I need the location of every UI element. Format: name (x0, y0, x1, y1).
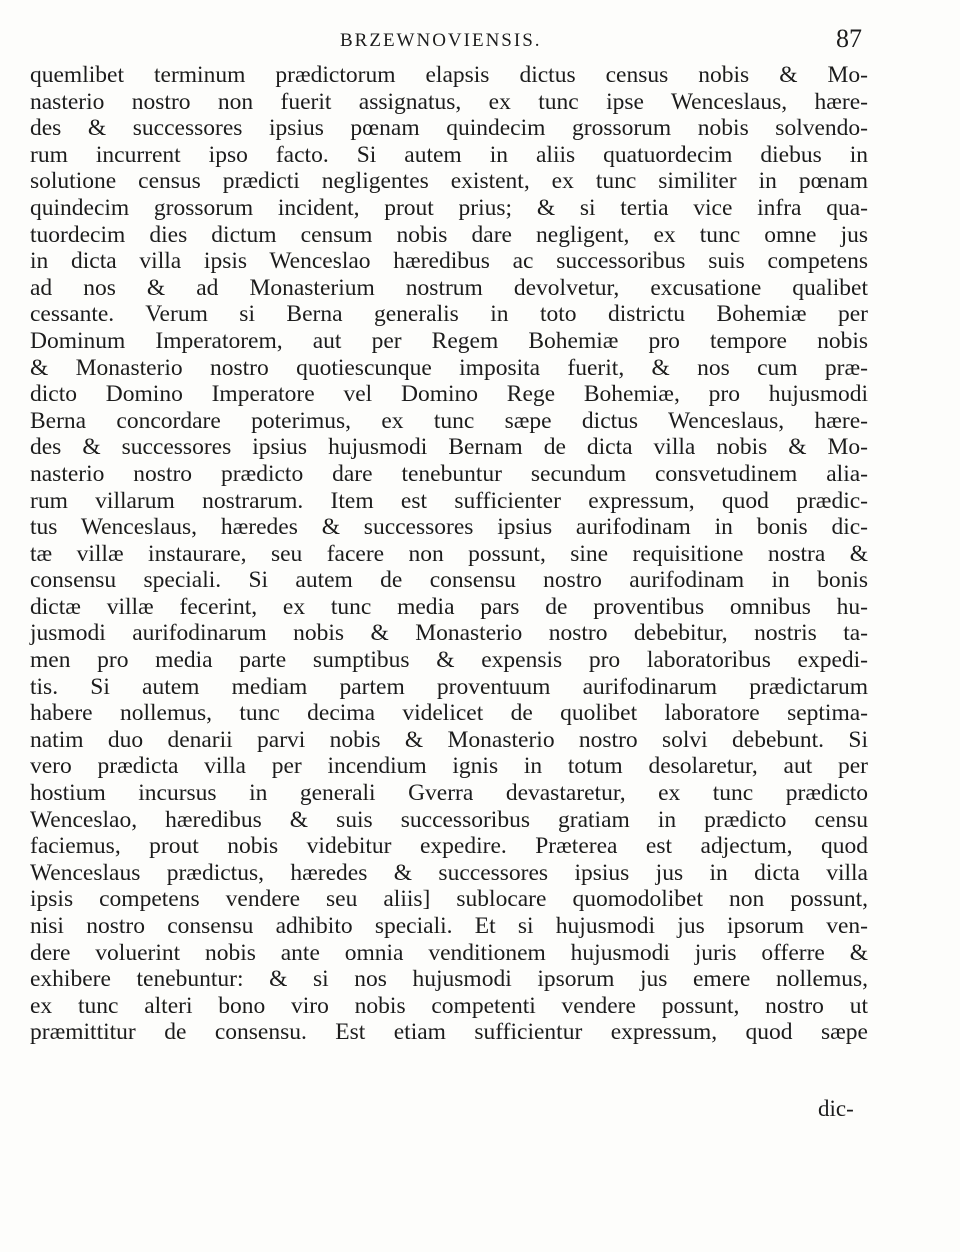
text-line: tæ villæ instaurare, seu facere non possunt, sine requisitione nostra & (30, 540, 868, 567)
text-line: Berna concordare poterimus, ex tunc sæpe dictus Wenceslaus, hære- (30, 407, 868, 434)
text-line: tus Wenceslaus, hæredes & successores ipsius aurifodinam in bonis dic- (30, 514, 868, 541)
text-line: in dicta villa ipsis Wenceslao hæredibus ac successoribus suis competens (30, 248, 868, 275)
text-line: habere nollemus, tunc decima videlicet de quolibet laboratore septima- (30, 700, 868, 727)
catchword: dic- (818, 1096, 854, 1121)
text-line: quindecim grossorum incident, prout prius; & si tertia vice infra qua- (30, 194, 868, 221)
text-line: men pro media parte sumptibus & expensis pro laboratoribus expedi- (30, 647, 868, 674)
text-line: des & successores ipsius pœnam quindecim grossorum nobis solvendo- (30, 115, 868, 142)
text-line: dere voluerint nobis ante omnia venditionem hujusmodi juris offerre & (30, 939, 868, 966)
text-line: tuordecim dies dictum censum nobis dare negligent, ex tunc omne jus (30, 221, 868, 248)
text-line: Wenceslao, hæredibus & suis successoribus gratiam in prædicto censu (30, 806, 868, 833)
text-line: nisi nostro consensu adhibito speciali. Et si hujusmodi jus ipsorum ven- (30, 913, 868, 939)
text-line: nasterio nostro non fuerit assignatus, ex tunc ipse Wenceslaus, hære- (30, 88, 868, 115)
text-line: jusmodi aurifodinarum nobis & Monasterio nostro debebitur, nostris ta- (30, 620, 868, 647)
text-line: nasterio nostro prædicto dare tenebuntur secundum consvetudinem alia- (30, 460, 868, 487)
text-line: ad nos & ad Monasterium nostrum devolvetur, excusatione qualibet (30, 274, 868, 301)
text-line: consensu speciali. Si autem de consensu nostro aurifodinam in bonis (30, 567, 868, 594)
text-line: rum incurrent ipso facto. Si autem in aliis quatuordecim diebus in (30, 141, 868, 168)
text-line: rum villarum nostrarum. Item est sufficienter expressum, quod prædic- (30, 487, 868, 514)
text-line: cessante. Verum si Berna generalis in toto districtu Bohemiæ per (30, 301, 868, 328)
text-line: tis. Si autem mediam partem proventuum aurifodinarum prædictarum (30, 673, 868, 700)
body-text (30, 62, 868, 1046)
running-head: BRZEWNOVIENSIS. (340, 30, 542, 51)
text-line: solutione census prædicti negligentes existent, ex tunc similiter in pœnam (30, 168, 868, 195)
text-line: natim duo denarii parvi nobis & Monasterio nostro solvi debebunt. Si (30, 726, 868, 753)
text-line: hostium incursus in generali Gverra devastaretur, ex tunc prædicto (30, 780, 868, 807)
text-line: Dominum Imperatorem, aut per Regem Bohemiæ pro tempore nobis (30, 327, 868, 354)
text-line: & Monasterio nostro quotiescunque imposita fuerit, & nos cum præ- (30, 354, 868, 381)
text-line: des & successores ipsius hujusmodi Bernam de dicta villa nobis & Mo- (30, 434, 868, 461)
text-line: ex tunc alteri bono viro nobis competenti vendere possunt, nostro ut (30, 992, 868, 1019)
text-line: ipsis competens vendere seu aliis] sublocare quomodolibet non possunt, (30, 886, 868, 913)
text-line: dicto Domino Imperatore vel Domino Rege Bohemiæ, pro hujusmodi (30, 381, 868, 408)
text-line: exhibere tenebuntur: & si nos hujusmodi ipsorum jus emere nollemus, (30, 966, 868, 993)
text-line: faciemus, prout nobis videbitur expedire. Præterea est adjectum, quod (30, 833, 868, 860)
text-line: quemlibet terminum prædictorum elapsis dictus census nobis & Mo- (30, 62, 868, 88)
text-line: dictæ villæ fecerint, ex tunc media pars de proventibus omnibus hu- (30, 593, 868, 620)
text-line: præmittitur de consensu. Est etiam sufficientur expressum, quod sæpe (30, 1019, 868, 1046)
text-line: Wenceslaus prædictus, hæredes & successores ipsius jus in dicta villa (30, 859, 868, 886)
page-number: 87 (836, 24, 862, 53)
text-line: vero prædicta villa per incendium ignis in totum desolaretur, aut per (30, 753, 868, 780)
